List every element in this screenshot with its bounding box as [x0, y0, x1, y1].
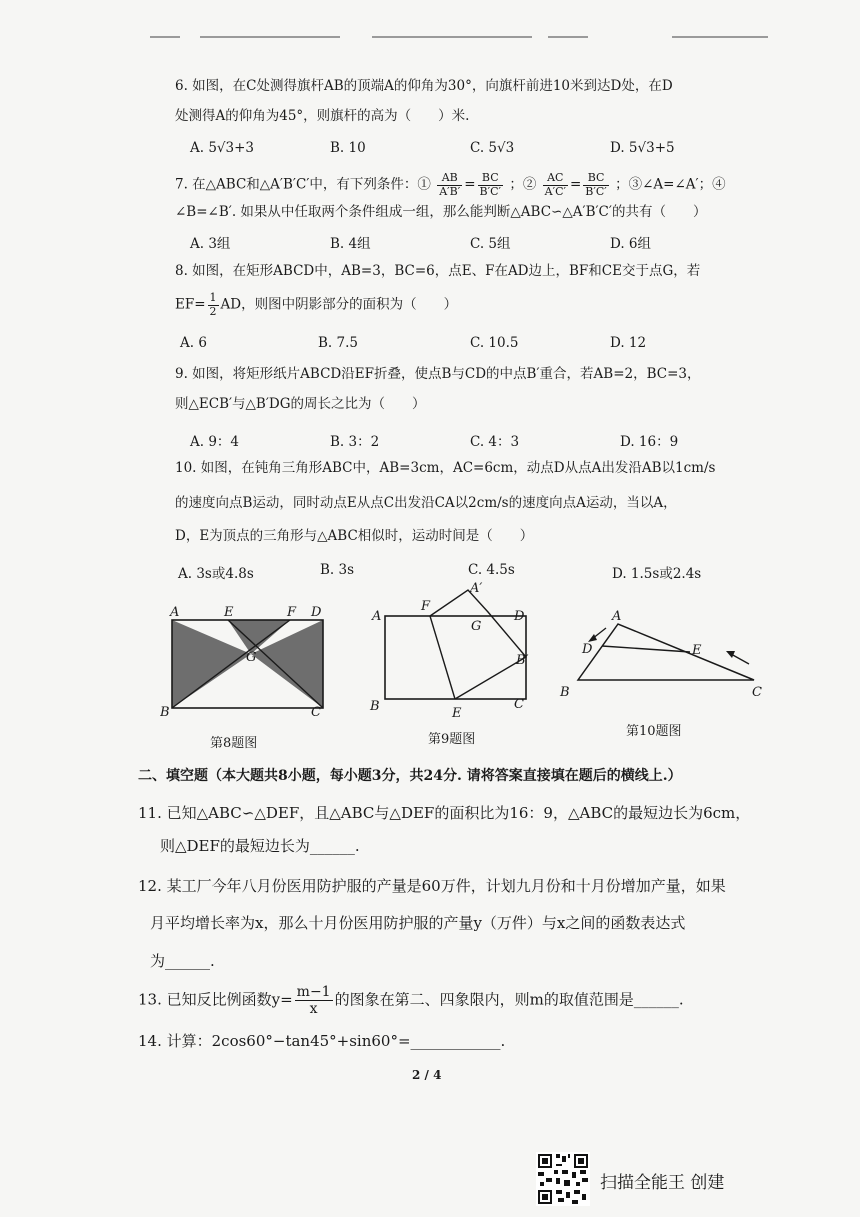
- fraction-denominator: x: [309, 1001, 318, 1018]
- q11-line2: 则△DEF的最短边长为______.: [160, 837, 360, 855]
- q6-option-b: B. 10: [330, 140, 366, 156]
- figure-10: [556, 606, 770, 706]
- q12-line2: 月平均增长率为x，那么十月份医用防护服的产量y（万件）与x之间的函数表达式: [150, 914, 686, 932]
- q9-option-b: B. 3：2: [330, 434, 380, 450]
- fraction-denominator: A′C′: [544, 184, 566, 198]
- q13-suffix: 的图象在第二、四象限内，则m的取值范围是______.: [334, 990, 684, 1009]
- q7-prefix: 7. 在△ABC和△A′B′C′中，有下列条件：①: [175, 176, 431, 193]
- label-d: D: [582, 642, 593, 657]
- q8-fraction: [208, 292, 219, 318]
- fold-line-ef: [430, 616, 455, 699]
- label-e: E: [452, 706, 462, 720]
- q10-option-c: C. 4.5s: [468, 562, 515, 578]
- q10-line3: D，E为顶点的三角形与△ABC相似时，运动时间是（ ）: [175, 528, 534, 544]
- fraction-numerator: AC: [543, 172, 568, 186]
- q7-fraction-1: [437, 172, 462, 198]
- label-e: E: [692, 643, 702, 658]
- q7-mid: ；②: [509, 176, 537, 193]
- q8-option-d: D. 12: [610, 335, 647, 351]
- q7-option-c: C. 5组: [470, 236, 511, 252]
- rectangle-abcd: [385, 616, 526, 699]
- q6-line2: 处测得A的仰角为45°，则旗杆的高为（ ）米.: [175, 108, 470, 124]
- q7-fraction-4: [583, 172, 609, 198]
- section-2-heading: 二、填空题（本大题共8小题，每小题3分，共24分. 请将答案直接填在题后的横线上.）: [138, 768, 682, 784]
- q7-line2: ∠B=∠B′. 如果从中任取两个条件组成一组，那么能判断△ABC∽△A′B′C′的共有（ ）: [175, 204, 707, 220]
- label-a: A: [372, 609, 382, 624]
- header-rule: [150, 36, 180, 38]
- q7-option-b: B. 4组: [330, 236, 371, 252]
- q8-line2: [175, 292, 457, 318]
- q9-option-c: C. 4：3: [470, 434, 520, 450]
- q8-line1: 8. 如图，在矩形ABCD中，AB=3，BC=6，点E、F在AD边上，BF和CE交于点G，若: [175, 263, 701, 279]
- q7-fraction-3: [543, 172, 568, 198]
- q8-option-c: C. 10.5: [470, 335, 519, 351]
- q6-option-d: D. 5√3+5: [610, 140, 675, 156]
- fraction-denominator: B′C′: [585, 184, 607, 198]
- header-rule: [200, 36, 340, 38]
- q14-line: 14. 计算：2cos60°−tan45°+sin60°=____________.: [138, 1032, 506, 1050]
- q7-option-a: A. 3组: [190, 236, 231, 252]
- q7-option-d: D. 6组: [610, 236, 652, 252]
- arrow-e-head-icon: [726, 651, 735, 658]
- q10-line1: 10. 如图，在钝角三角形ABC中，AB=3cm，AC=6cm，动点D从点A出发沿AB以1cm/s: [175, 460, 716, 476]
- q9-option-a: A. 9：4: [190, 434, 240, 450]
- label-g: G: [246, 650, 257, 665]
- label-d: D: [311, 605, 322, 620]
- header-rule: [672, 36, 768, 38]
- fraction-numerator: m−1: [296, 984, 331, 1000]
- label-a: A: [612, 609, 622, 624]
- arrow-d-head-icon: [588, 634, 597, 642]
- fraction-numerator: BC: [478, 172, 504, 186]
- q12-line3: 为______.: [150, 952, 215, 970]
- label-b: B: [160, 705, 170, 720]
- figure-8: [160, 598, 340, 723]
- fraction-denominator: B′C′: [479, 184, 502, 198]
- page-number: 2 / 4: [412, 1068, 442, 1082]
- label-g: G: [471, 619, 482, 634]
- q7-suffix: ；③∠A=∠A′；④: [615, 176, 726, 193]
- label-f: F: [421, 599, 431, 614]
- label-c: C: [311, 705, 321, 720]
- fig9-caption: 第9题图: [428, 732, 476, 747]
- q10-option-a: A. 3s或4.8s: [178, 566, 254, 582]
- scanner-watermark: 扫描全能王 创建: [600, 1173, 725, 1193]
- fraction-numerator: 1: [209, 291, 217, 304]
- folded-flap: [430, 590, 526, 699]
- fig10-caption: 第10题图: [626, 724, 682, 739]
- q10-line2: 的速度向点B运动，同时动点E从点C出发沿CA以2cm/s的速度向点A运动，当以A，: [175, 495, 677, 511]
- qr-code-icon: [536, 1152, 590, 1206]
- q9-line2: 则△ECB′与△B′DG的周长之比为（ ）: [175, 396, 426, 412]
- qr-pattern: [536, 1152, 590, 1206]
- q9-option-d: D. 16：9: [620, 434, 679, 450]
- figure-9: [366, 580, 542, 720]
- q12-line1: 12. 某工厂今年八月份医用防护服的产量是60万件，计划九月份和十月份增加产量，如果: [138, 877, 726, 895]
- fraction-denominator: A′B′: [439, 184, 461, 198]
- q6-line1: 6. 如图，在C处测得旗杆AB的顶端A的仰角为30°，向旗杆前进10米到达D处，在D: [175, 78, 673, 94]
- label-c: C: [514, 697, 524, 712]
- q8-option-b: B. 7.5: [318, 335, 358, 351]
- q6-option-a: A. 5√3+3: [190, 140, 255, 156]
- q10-option-b: B. 3s: [320, 562, 355, 578]
- label-c: C: [752, 685, 762, 700]
- label-b-prime: B′: [516, 653, 529, 668]
- q13-prefix: 13. 已知反比例函数y=: [138, 990, 293, 1009]
- q10-option-d: D. 1.5s或2.4s: [612, 566, 702, 582]
- header-rule: [548, 36, 588, 38]
- label-a-prime: A′: [470, 581, 483, 596]
- label-b: B: [560, 685, 570, 700]
- fraction-numerator: AB: [437, 172, 462, 186]
- q13-fraction: [295, 984, 333, 1017]
- label-d: D: [514, 609, 525, 624]
- label-e: E: [224, 605, 234, 620]
- q11-line1: 11. 已知△ABC∽△DEF，且△ABC与△DEF的面积比为16：9，△ABC的最短边长为6cm，: [138, 804, 751, 822]
- label-f: F: [287, 605, 297, 620]
- fig8-caption: 第8题图: [210, 736, 258, 751]
- label-a: A: [170, 605, 180, 620]
- q13-line: [138, 984, 684, 1017]
- q7-line1: 7. 在△ABC和△A′B′C′中，有下列条件：① $\frac{AB}{A'B'}$ = $\frac{BC}{B'C'}$ ；② $\frac{AC}{A'C'}$ = $\frac{BC}{B'C'}$ ；③∠A=∠A′；④: [175, 171, 726, 198]
- fraction-denominator: 2: [209, 304, 217, 318]
- q7-fraction-2: [478, 172, 504, 198]
- q8-suffix: AD，则图中阴影部分的面积为（ ）: [220, 296, 458, 313]
- q8-ef: EF=: [175, 296, 206, 313]
- q8-option-a: A. 6: [180, 335, 207, 351]
- header-rule: [372, 36, 532, 38]
- q6-option-c: C. 5√3: [470, 140, 515, 156]
- label-b: B: [370, 699, 380, 714]
- arrow-e-shaft: [731, 654, 749, 664]
- q9-line1: 9. 如图，将矩形纸片ABCD沿EF折叠，使点B与CD的中点B′重合，若AB=2，BC=3，: [175, 366, 701, 382]
- fraction-numerator: BC: [583, 172, 609, 186]
